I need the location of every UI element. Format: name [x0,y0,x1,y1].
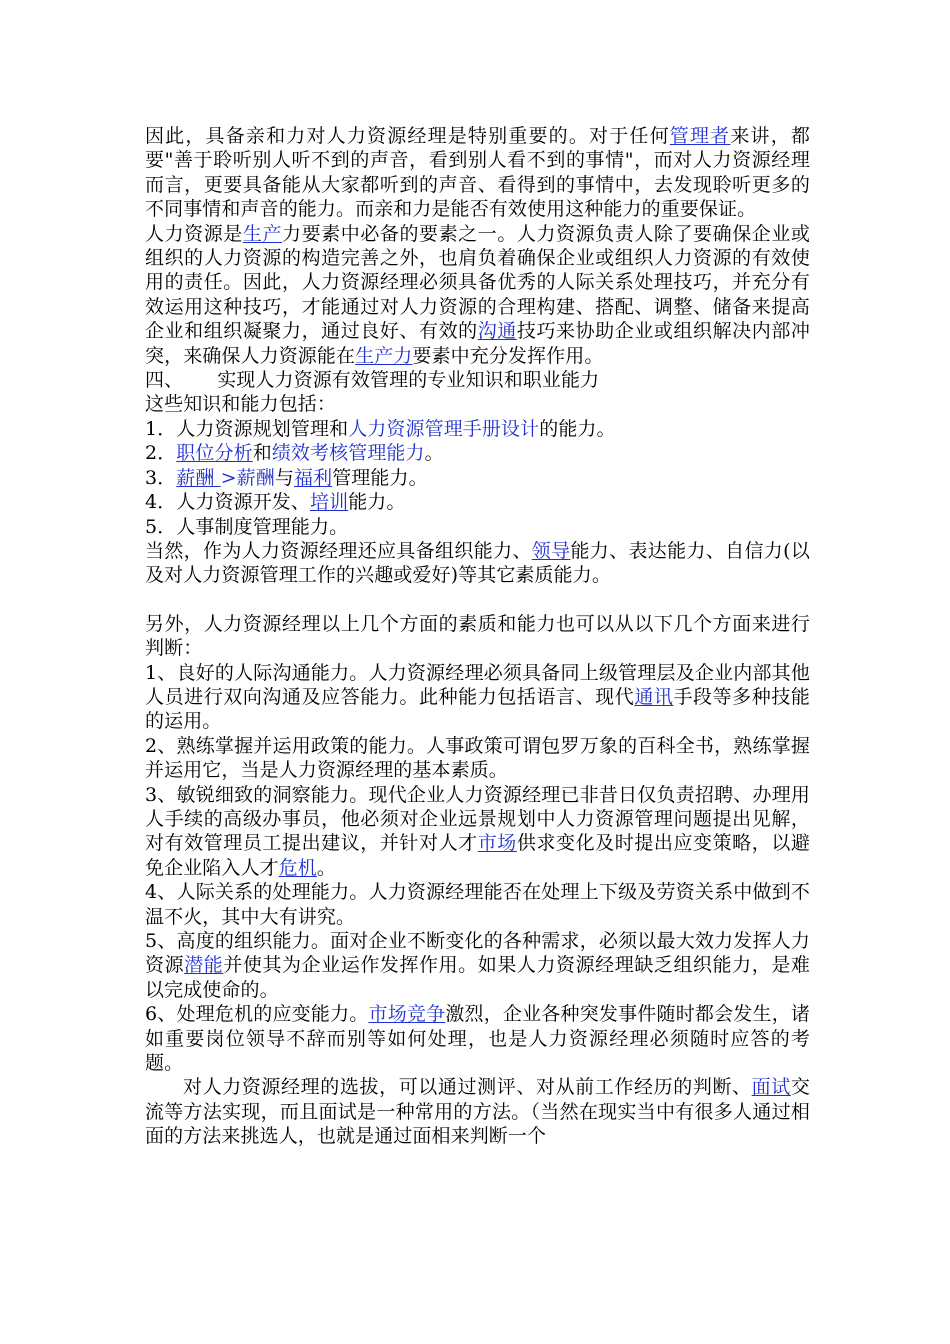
text-run: 另外，人力资源经理以上几个方面的素质和能力也可以从以下几个方面来进行判断： [145,612,810,660]
list-item [145,783,810,881]
text-run: 对人力资源经理的选拔，可以通过测评、对从前工作经历的判断、 [183,1076,752,1099]
hyperlink[interactable]: 面试 [751,1076,791,1099]
document-page [145,124,810,1149]
text-run: 6、处理危机的应变能力。 [145,1003,369,1026]
hyperlink[interactable]: 领导 [531,539,571,562]
text-run: 3、敏锐细致的洞察能力。现代企业人力资源经理已非昔日仅负责招聘、办理用人手续的高级办事员，他必须对企业远景规划中人力资源管理问题提出见解，对有效管理员工提出建议，并针对人才 [145,783,810,855]
section-title: 实现人力资源有效管理的专业知识和职业能力 [217,369,600,392]
text-run: 。 [316,856,337,879]
list-item [145,734,810,783]
hyperlink[interactable]: 生产 [242,222,283,245]
hyperlink[interactable]: 市场 [477,832,517,855]
text-run: 1、良好的人际沟通能力。人力资源经理必须具备同上级管理层及企业内部其他人员进行双向沟通及应答能力。此种能力包括语言、现代 [145,661,810,708]
list-item [145,490,810,514]
list-item [145,1002,810,1075]
hyperlink[interactable]: 薪酬 [176,466,221,489]
list-item [145,929,810,1002]
text-run: 管理能力。 [332,466,428,489]
list-item [145,441,810,465]
text-run: 的能力。 [539,417,616,440]
text-run: 4、人际关系的处理能力。人力资源经理能否在处理上下级及劳资关系中做到不温不火，其中大有讲究。 [145,881,810,928]
text-run: 来讲，都要"善于聆听别人听不到的声音，看到别人看不到的事情"，而对人力资源经理而言，更要具备能从大家都听到的声音、看得到的事情中，去发现聆听更多的不同事情和声音的能力。而亲和力是能否有效使用这种能力的重要保证。 [145,125,810,221]
text-run: 人力资源是 [145,222,243,245]
ability-list [145,417,810,539]
hyperlink[interactable]: 危机 [278,856,317,879]
hyperlink[interactable]: 管理者 [669,125,731,147]
judgement-points [145,661,810,1076]
hyperlink[interactable]: 职位分析 [176,442,253,465]
text-run: 当然，作为人力资源经理还应具备组织能力、 [145,539,532,562]
section-number: 四、 [145,369,184,392]
text-run: 并使其为企业运作发挥作用。如果人力资源经理缺乏组织能力，是难以完成使命的。 [145,954,811,1001]
text-run: 5．人事制度管理能力。 [145,515,349,538]
text-run: 能力。 [348,491,406,514]
hyperlink[interactable]: 人力资源管理手册设计 [348,417,540,440]
paragraph-other-abilities [145,539,810,588]
text-run: 供求变化及时提出应变策略，以避免企业陷入人才 [145,832,811,879]
text-run: 1．人力资源规划管理和 [145,417,349,440]
text-run: 能力、表达能力、自信力(以及对人力资源管理工作的兴趣或爱好)等其它素质能力。 [145,539,810,587]
list-item [145,661,810,734]
text-run: 因此，具备亲和力对人力资源经理是特别重要的。对于任何 [145,125,670,147]
hyperlink[interactable]: 绩效考核管理能力 [271,442,425,465]
text-run: 2、熟练掌握并运用政策的能力。人事政策可谓包罗万象的百科全书，熟练掌握并运用它，当是人力资源经理的基本素质。 [145,734,810,782]
hyperlink[interactable]: 潜能 [184,954,224,977]
text-run: 3． [145,466,177,489]
list-item [145,466,810,490]
text-run: 技巧来协助企业或组织解决内部冲突，来确保人力资源能在 [145,320,811,367]
paragraph-productivity [145,222,810,368]
paragraph-affinity [145,124,810,222]
text-run: 力要素中必备的要素之一。人力资源负责人除了要确保企业或组织的人力资源的构造完善之外，也肩负着确保企业或组织人力资源的有效使用的责任。因此，人力资源经理必须具备优秀的人际关系处理技巧，并充分有效运用这种技巧，才能通过对人力资源的合理构建、搭配、调整、储备来提高企业和组织凝聚力，通过良好、有效的 [145,222,811,343]
list-item [145,417,810,441]
text-run: 与 [274,466,294,489]
text-run: 激烈，企业各种突发事件随时都会发生，诸如重要岗位领导不辞而别等如何处理，也是人力资源经理必须随时应答的考题。 [145,1003,811,1075]
list-item [145,880,810,929]
text-run: 手段等多种技能的运用。 [145,685,811,733]
hyperlink[interactable]: 沟通 [477,320,517,343]
paragraph-selection [145,1075,810,1148]
list-item [145,515,810,539]
text-run: 。 [424,442,444,465]
text-run: 5、高度的组织能力。面对企业不断变化的各种需求，必须以最大效力发挥人力资源 [145,930,810,977]
hyperlink[interactable]: 通讯 [634,685,674,708]
hyperlink[interactable]: >薪酬 [220,466,275,489]
hyperlink[interactable]: 福利 [293,466,333,489]
text-run: 交流等方法实现，而且面试是一种常用的方法。（当然在现实当中有很多人通过相面的方法来挑选人，也就是通过面相来判断一个 [145,1076,810,1148]
text-run: 要素中充分发挥作用。 [412,344,604,367]
text-run: 和 [252,442,272,465]
hyperlink[interactable]: 生产力 [355,344,413,367]
text-run: 4．人力资源开发、 [145,491,310,514]
hyperlink[interactable]: 市场竞争 [368,1003,446,1026]
list-intro: 这些知识和能力包括： [145,393,337,416]
paragraph-judgement [145,612,810,661]
hyperlink[interactable]: 培训 [310,491,349,514]
text-run: 2． [145,442,177,465]
section-heading [145,368,810,392]
